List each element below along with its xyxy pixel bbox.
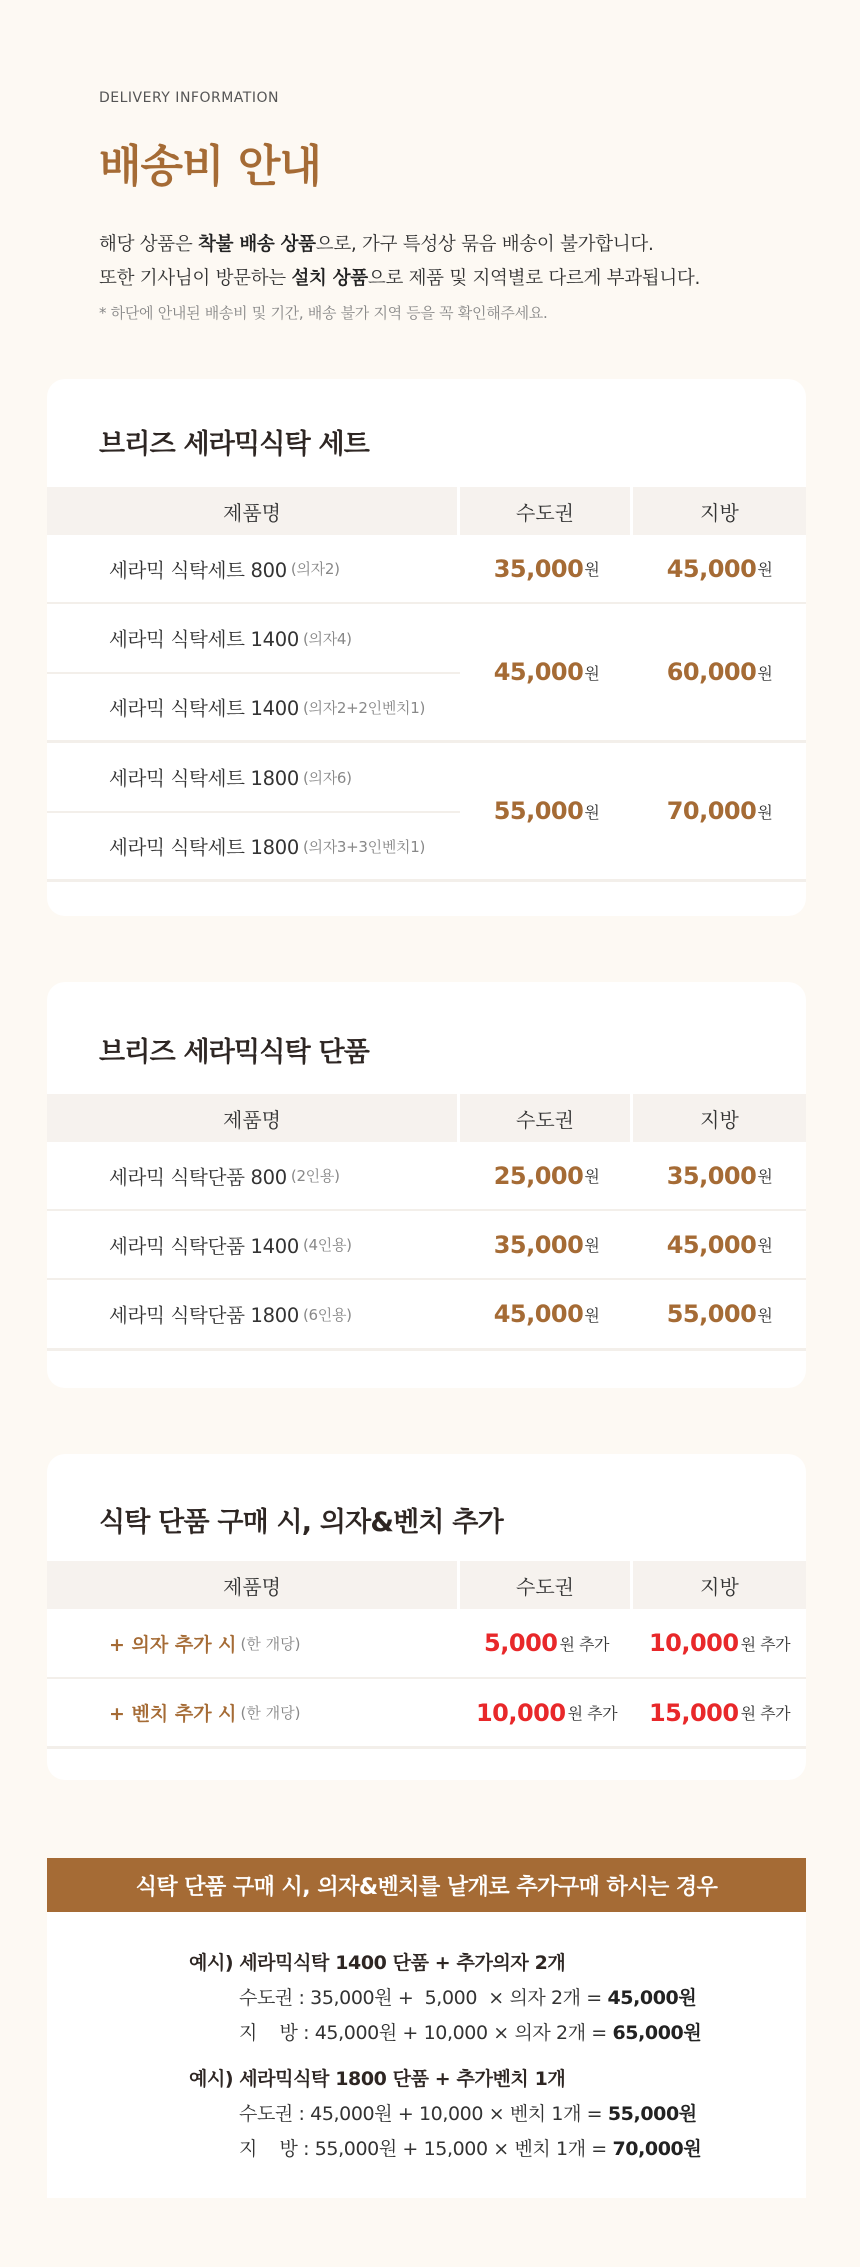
local-price: 55,000 원 [666,1300,773,1328]
table-header [47,487,806,535]
col-capital-header: 수도권 [460,1561,630,1609]
capital-price: 35,000 원 [493,1230,600,1259]
local-price: 45,000 원 [666,554,773,583]
notice-text: * 하단에 안내된 배송비 및 기간, 배송 불가 지역 등을 꼭 확인해주세요. [99,304,548,322]
col-local-header: 지방 [633,487,806,535]
delivery-header [99,90,779,323]
capital-price: 45,000 원 [493,1300,600,1328]
product-name: 세라믹 식탁세트 1400 (의자2+2인벤치1) [47,672,460,740]
set-price-card [47,379,806,916]
table-row [47,535,806,604]
capital-price: 45,000 원 [493,658,600,686]
example-local-line: 지 방 : 45,000원 + 10,000 × 의자 2개 = 65,000원 [239,2022,702,2044]
capital-price: 5,000 원 추가 [484,1629,609,1657]
col-capital-header: 수도권 [460,487,630,535]
table-row-group [47,604,806,743]
description-line-2: 또한 기사님이 방문하는 설치 상품으로 제품 및 지역별로 다르게 부과됩니다. [99,268,701,289]
table-row [47,1609,806,1679]
table-header [47,1561,806,1609]
product-name: 세라믹 식탁단품 1400 (4인용) [109,1234,352,1258]
col-local-header: 지방 [633,1561,806,1609]
table-header [47,1094,806,1142]
example-capital-line: 수도권 : 35,000원 + 5,000 × 의자 2개 = 45,000원 [239,1987,697,2009]
example-local-line: 지 방 : 55,000원 + 15,000 × 벤치 1개 = 70,000원 [239,2138,702,2160]
col-name-header: 제품명 [47,487,457,535]
local-price: 15,000 원 추가 [648,1698,791,1727]
local-price: 70,000 원 [666,797,773,825]
capital-price: 55,000 원 [493,797,600,825]
addon-name: + 의자 추가 시 (한 개당) [109,1633,301,1656]
single-section-title: 브리즈 세라믹식탁 단품 [99,1037,370,1068]
col-name-header: 제품명 [47,1094,457,1142]
example-2 [189,2064,789,2161]
table-row [47,1280,806,1351]
table-row-group [47,743,806,882]
eyebrow-label: DELIVERY INFORMATION [99,90,279,106]
set-price-table [47,487,806,882]
example-heading: 예시) 세라믹식탁 1800 단품 + 추가벤치 1개 [189,2068,566,2090]
addon-section-title: 식탁 단품 구매 시, 의자&벤치 추가 [99,1507,503,1538]
product-name: 세라믹 식탁단품 1800 (6인용) [109,1304,352,1327]
local-price: 45,000 원 [666,1230,773,1259]
table-row [47,1211,806,1280]
page-title: 배송비 안내 [99,141,321,192]
col-capital-header: 수도권 [460,1094,630,1142]
example-1 [189,1948,789,2045]
local-price: 60,000 원 [666,658,773,686]
example-heading: 예시) 세라믹식탁 1400 단품 + 추가의자 2개 [189,1952,566,1974]
description [99,228,779,296]
capital-price: 35,000 원 [493,554,600,583]
example-banner: 식탁 단품 구매 시, 의자&벤치를 낱개로 추가구매 하시는 경우 [47,1858,806,1912]
addon-name: + 벤치 추가 시 (한 개당) [109,1703,301,1725]
local-price: 10,000 원 추가 [648,1629,791,1657]
set-section-title: 브리즈 세라믹식탁 세트 [99,429,370,460]
example-box [47,1858,806,2198]
capital-price: 10,000 원 추가 [475,1698,618,1727]
addon-price-card [47,1454,806,1780]
col-name-header: 제품명 [47,1561,457,1609]
product-name: 세라믹 식탁세트 1800 (의자6) [109,767,352,790]
table-row [47,1142,806,1211]
col-local-header: 지방 [633,1094,806,1142]
single-price-card [47,982,806,1388]
description-line-1: 해당 상품은 착불 배송 상품으로, 가구 특성상 묶음 배송이 불가합니다. [99,234,654,255]
product-name: 세라믹 식탁단품 800 (2인용) [109,1165,340,1189]
addon-price-table [47,1561,806,1749]
capital-price: 25,000 원 [493,1161,600,1190]
table-row [47,1679,806,1749]
local-price: 35,000 원 [666,1161,773,1190]
product-name: 세라믹 식탁세트 800 (의자2) [109,558,340,582]
product-name: 세라믹 식탁세트 1400 (의자4) [109,628,352,651]
single-price-table [47,1094,806,1351]
example-capital-line: 수도권 : 45,000원 + 10,000 × 벤치 1개 = 55,000원 [239,2103,697,2125]
product-name: 세라믹 식탁세트 1800 (의자3+3인벤치1) [47,811,460,879]
